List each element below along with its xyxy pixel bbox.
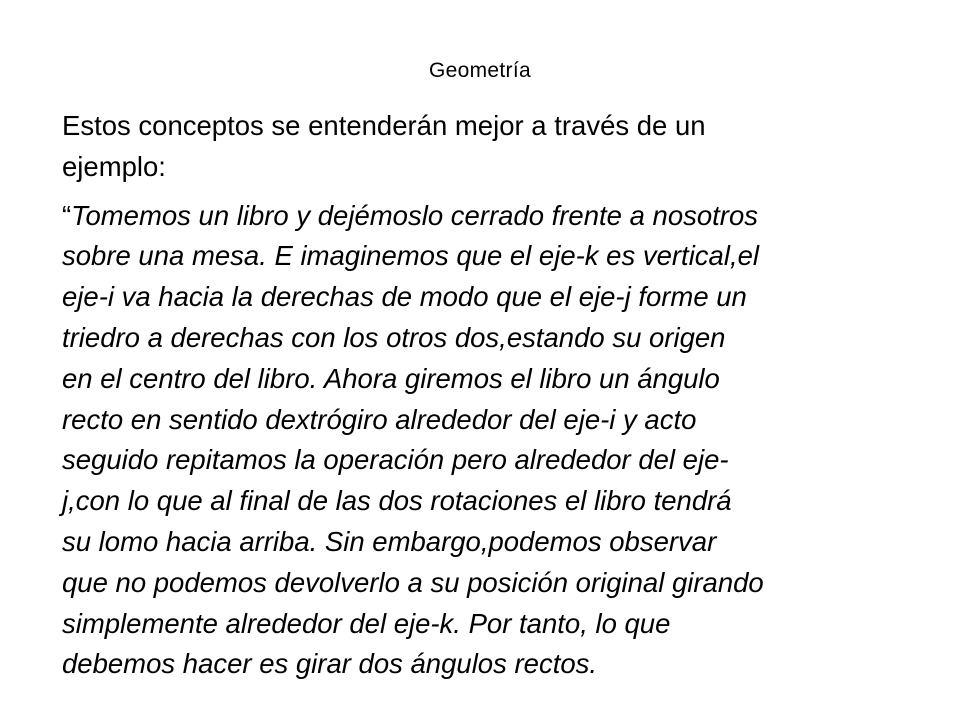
quote-line-7: seguido repitamos la operación pero alrededor del eje- <box>62 444 729 476</box>
quote-line-6: recto en sentido dextrógiro alrededor del eje-i y acto <box>62 403 697 435</box>
slide-body <box>62 106 920 693</box>
quote-line-5: en el centro del libro. Ahora giremos el libro un ángulo <box>62 362 720 394</box>
quote-line-3: eje-i va hacia la derechas de modo que el eje-j forme un <box>62 281 747 313</box>
quote-line-2: sobre una mesa. E imaginemos que el eje-k es vertical,el <box>62 240 760 272</box>
quote-line-8: j,con lo que al final de las dos rotaciones el libro tendrá <box>62 485 732 517</box>
quote-line-1-text: Tomemos un libro y dejémoslo cerrado frente a nosotros <box>71 199 759 231</box>
open-quote-mark: “ <box>62 199 72 231</box>
quote-line-9: su lomo hacia arriba. Sin embargo,podemos observar <box>62 525 717 557</box>
intro-line-2: ejemplo: <box>62 150 166 182</box>
quote-line-4: triedro a derechas con los otros dos,estando su origen <box>62 321 726 353</box>
quote-line-11: simplemente alrededor del eje-k. Por tanto, lo que <box>62 607 671 639</box>
quote-line-12: debemos hacer es girar dos ángulos rectos. <box>62 648 598 680</box>
quote-paragraph <box>62 196 920 686</box>
intro-paragraph <box>62 106 920 188</box>
quote-line-10: que no podemos devolverlo a su posición original girando <box>62 566 764 598</box>
intro-line-1: Estos conceptos se entenderán mejor a través de un <box>62 110 706 141</box>
slide-title: Geometría <box>429 59 531 82</box>
quote-line-1 <box>62 196 920 237</box>
